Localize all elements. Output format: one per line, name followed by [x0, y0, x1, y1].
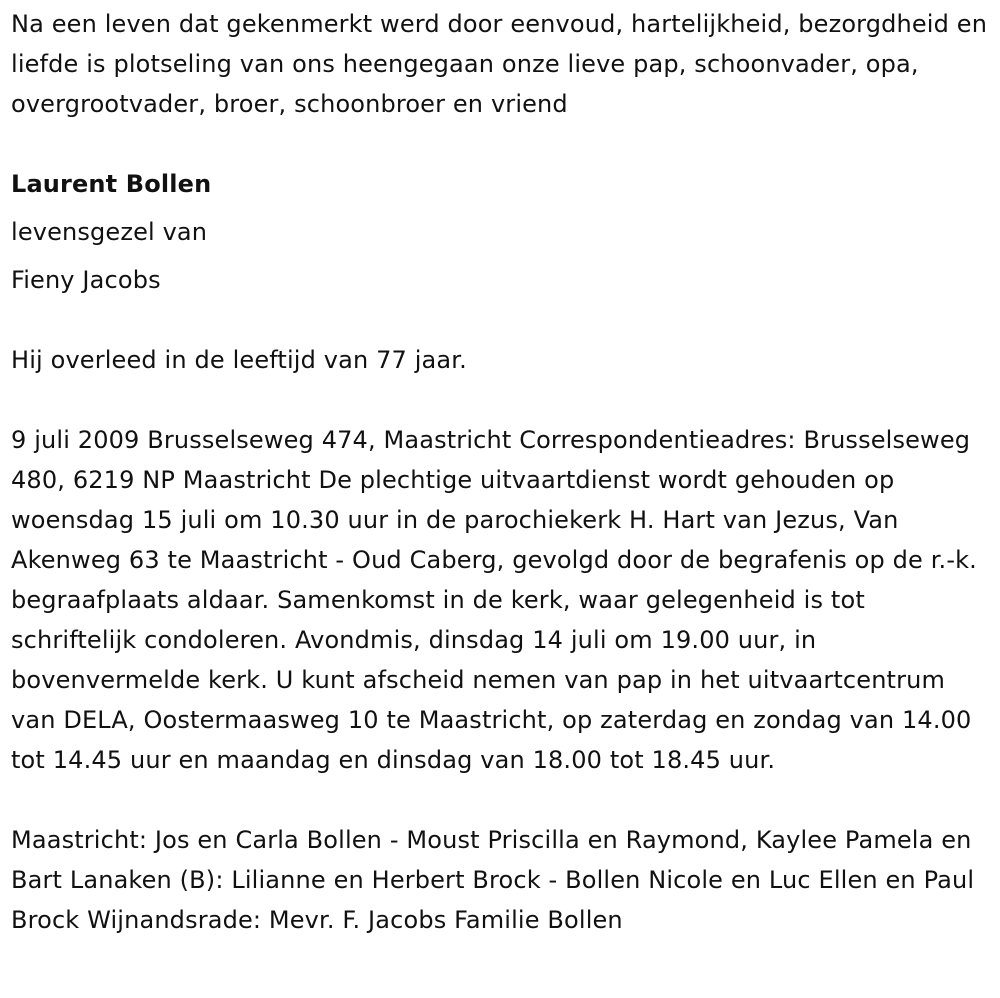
relation-label: levensgezel van: [11, 218, 208, 246]
partner-name: Fieny Jacobs: [11, 266, 161, 294]
deceased-name: Laurent Bollen: [11, 170, 212, 198]
age-statement: Hij overleed in de leeftijd van 77 jaar.: [11, 346, 467, 374]
funeral-details-paragraph: 9 juli 2009 Brusselseweg 474, Maastricht Correspondentieadres: Brusselseweg 480, 6219 NP Maastricht De plechtige uitvaartdienst wordt gehouden op woensdag 15 juli om 10.30 uur in de parochiekerk H. Hart van Jezus, Van Akenweg 63 te Maastricht - Oud Caberg, gevolgd door de begrafenis op de r.-k. begraafplaats aldaar. Samenkomst in de kerk, waar gelegenheid is tot schriftelijk condoleren. Avondmis, dinsdag 14 juli om 19.00 uur, in bovenvermelde kerk. U kunt afscheid nemen van pap in het uitvaartcentrum van DELA, Oostermaasweg 10 te Maastricht, op zaterdag en zondag van 14.00 tot 14.45 uur en maandag en dinsdag van 18.00 tot 18.45 uur.: [11, 426, 977, 774]
obituary-text: [11, 4, 991, 940]
family-paragraph: Maastricht: Jos en Carla Bollen - Moust Priscilla en Raymond, Kaylee Pamela en Bart Lanaken (B): Lilianne en Herbert Brock - Bollen Nicole en Luc Ellen en Paul Brock Wijnandsrade: Mevr. F. Jacobs Familie Bollen: [11, 826, 975, 934]
intro-paragraph: Na een leven dat gekenmerkt werd door eenvoud, hartelijkheid, bezorgdheid en liefde is plotseling van ons heengegaan onze lieve pap, schoonvader, opa, overgrootvader, broer, schoonbroer en vriend: [11, 10, 988, 118]
